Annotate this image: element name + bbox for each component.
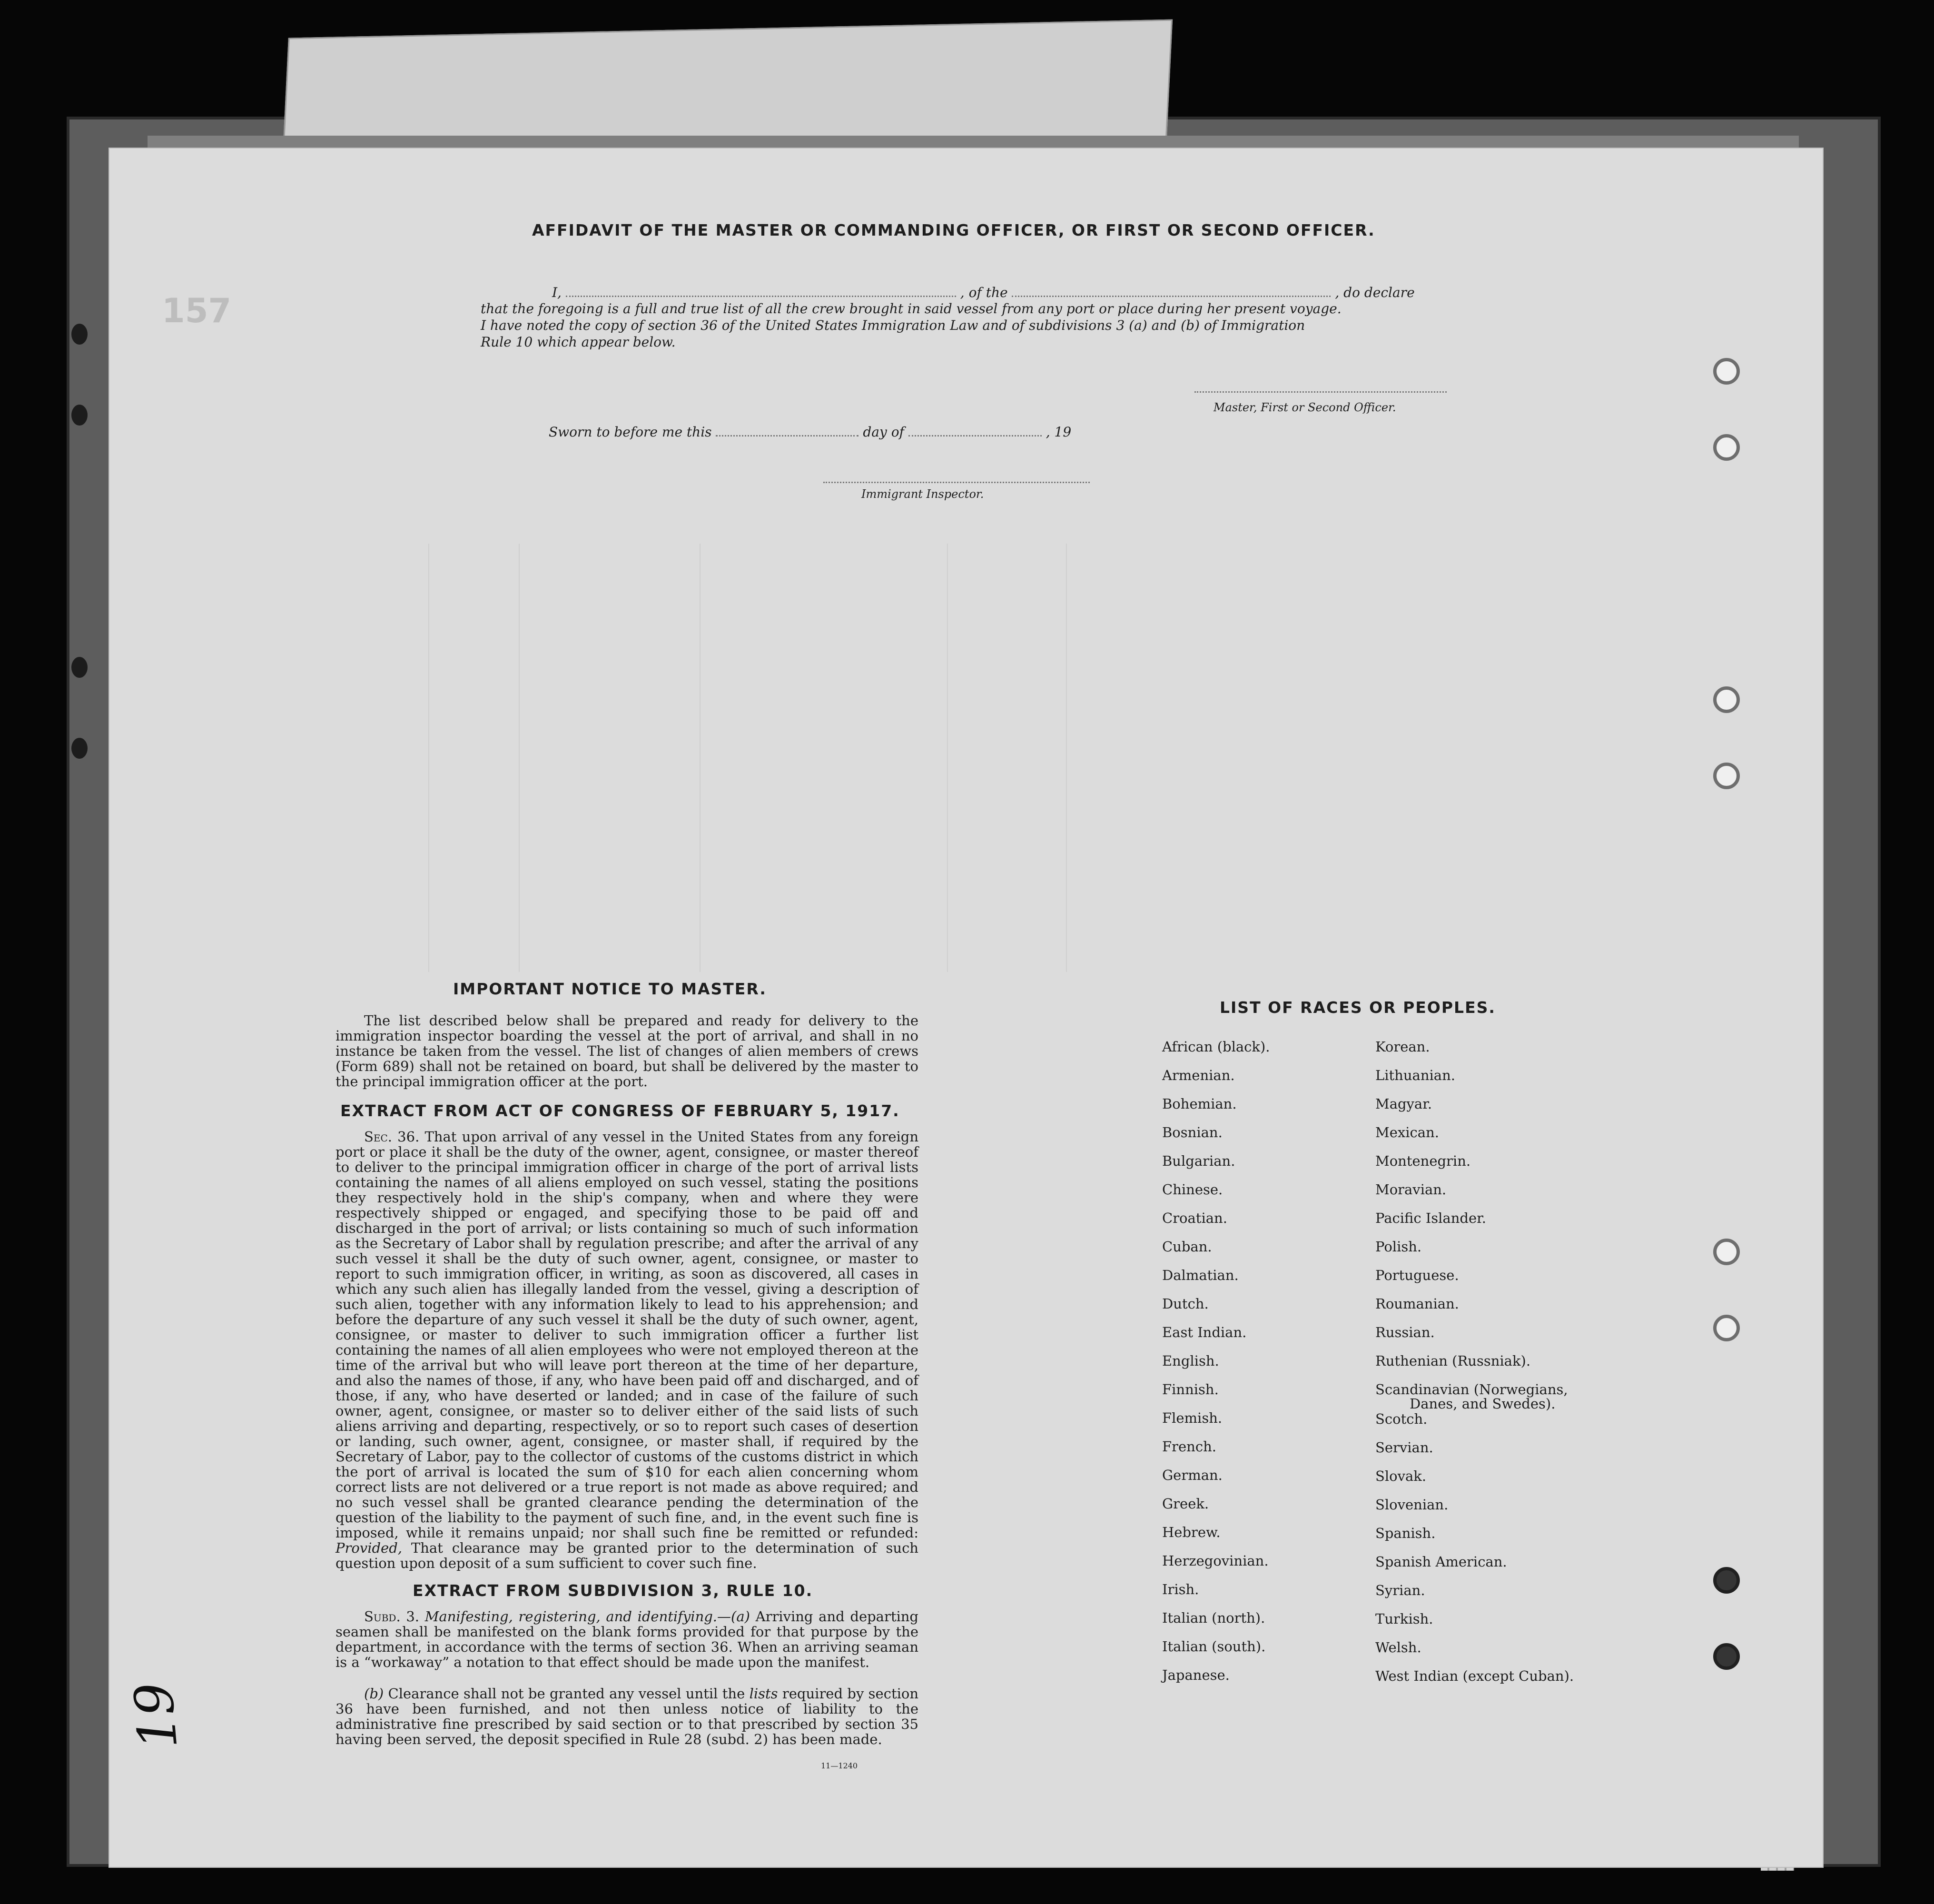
inspector-signature-line bbox=[823, 482, 1090, 483]
rule-paragraph-b bbox=[335, 1686, 918, 1747]
race-entry: Ruthenian (Russniak). bbox=[1375, 1353, 1531, 1369]
master-signature-label: Master, First or Second Officer. bbox=[1214, 401, 1396, 414]
race-entry: Korean. bbox=[1375, 1039, 1430, 1055]
races-right-column bbox=[1375, 1039, 1574, 1696]
vessel-blank bbox=[1012, 284, 1331, 297]
race-entry: Welsh. bbox=[1375, 1639, 1421, 1656]
race-entry: Moravian. bbox=[1375, 1181, 1447, 1198]
binding-notch bbox=[71, 324, 88, 345]
year-prefix: , 19 bbox=[1046, 424, 1072, 440]
race-entry: Hebrew. bbox=[1162, 1524, 1221, 1540]
punch-hole bbox=[1713, 1315, 1740, 1341]
subd-heading: Manifesting, registering, and identifying.—(a) bbox=[424, 1608, 750, 1625]
affidavit-do-declare: , do declare bbox=[1335, 285, 1415, 300]
name-blank bbox=[566, 284, 956, 297]
race-entry: East Indian. bbox=[1162, 1324, 1247, 1340]
bleed-through-rule bbox=[428, 544, 429, 972]
race-entry: Cuban. bbox=[1162, 1239, 1212, 1255]
extract-act-title: EXTRACT FROM ACT OF CONGRESS OF FEBRUARY 5, 1917. bbox=[340, 1101, 900, 1120]
race-entry: Slovenian. bbox=[1375, 1497, 1449, 1513]
race-entry: Bulgarian. bbox=[1162, 1153, 1235, 1169]
race-entry: Servian. bbox=[1375, 1439, 1433, 1456]
race-entry: Syrian. bbox=[1375, 1582, 1425, 1598]
race-entry: Turkish. bbox=[1375, 1611, 1433, 1627]
race-entry: Magyar. bbox=[1375, 1096, 1432, 1112]
affidavit-title: AFFIDAVIT OF THE MASTER OR COMMANDING OFFICER, OR FIRST OR SECOND OFFICER. bbox=[532, 221, 1375, 239]
race-entry: Chinese. bbox=[1162, 1181, 1223, 1198]
affidavit-line-4: Rule 10 which appear below. bbox=[481, 334, 676, 350]
day-blank bbox=[716, 424, 858, 436]
race-entry: Finnish. bbox=[1162, 1381, 1219, 1398]
races-title: LIST OF RACES OR PEOPLES. bbox=[1220, 998, 1496, 1017]
document-page bbox=[109, 148, 1824, 1868]
binding-notch bbox=[71, 738, 88, 759]
race-entry: Lithuanian. bbox=[1375, 1067, 1455, 1083]
race-entry: Japanese. bbox=[1162, 1667, 1230, 1683]
punch-hole bbox=[1713, 1643, 1740, 1670]
sec-body-end: That clearance may be granted prior to the determination of such question upon deposit of a sum sufficient to cover such fine. bbox=[335, 1540, 918, 1571]
rule-b-label: (b) bbox=[364, 1686, 384, 1702]
race-entry: Mexican. bbox=[1375, 1124, 1439, 1140]
punch-hole bbox=[1713, 1567, 1740, 1594]
affidavit-of-the: , of the bbox=[960, 285, 1008, 300]
race-entry: Italian (north). bbox=[1162, 1610, 1265, 1626]
subd-label: Subd. 3. bbox=[364, 1608, 420, 1625]
affidavit-i: I, bbox=[552, 285, 562, 300]
provided-word: Provided, bbox=[335, 1540, 403, 1556]
inspector-signature-label: Immigrant Inspector. bbox=[861, 487, 984, 501]
extract-rule-title: EXTRACT FROM SUBDIVISION 3, RULE 10. bbox=[413, 1581, 813, 1600]
rule-b-part-2: required by section 36 have been furnished, and not then unless notice of liability to the administrative fine prescribed by said section or to that prescribed by section 35 having been served, the deposit specified in Rule 28 (subd. 2) has been made. bbox=[335, 1686, 919, 1747]
race-entry: Armenian. bbox=[1162, 1067, 1235, 1083]
affidavit-line-3: I have noted the copy of section 36 of the United States Immigration Law and of subdivisions 3 (a) and (b) of Immigration bbox=[481, 317, 1305, 333]
affidavit-line-1 bbox=[552, 284, 1415, 300]
race-entry: Spanish American. bbox=[1375, 1554, 1507, 1570]
extract-act-paragraph bbox=[335, 1129, 918, 1571]
bleed-through-number: 157 bbox=[162, 291, 232, 330]
race-entry: West Indian (except Cuban). bbox=[1375, 1668, 1574, 1684]
race-entry: Herzegovinian. bbox=[1162, 1553, 1269, 1569]
race-entry: Spanish. bbox=[1375, 1525, 1436, 1541]
race-entry: Dutch. bbox=[1162, 1296, 1209, 1312]
sec-label: Sec. 36. bbox=[364, 1129, 420, 1145]
rule-a-body: Arriving and departing seamen shall be manifested on the blank forms provided for that purpose by the department, in accordance with the terms of section 36. When an arriving seaman is a “workaway” a notation to that effect should be made upon the manifest. bbox=[335, 1608, 918, 1670]
sworn-line bbox=[549, 424, 1071, 440]
sec-body: That upon arrival of any vessel in the United States from any foreign port or place it shall be the duty of the owner, agent, consignee, or master thereof to deliver to the principal immigration officer in charge of the port of arrival lists containing the names of all aliens employed on such vessel, stating the positions they respectively hold in the ship's company, when and where they were respectively shipped or engaged, and specifying those to be paid off and discharged in the port of arrival; or lists containing so much of such information as the Secretary of Labor shall by regulation prescribe; and after the arrival of any such vessel it shall be the duty of such owner, agent, consignee, or master to report to such immigration officer, in writing, as soon as discovered, all cases in which any such alien has illegally landed from the vessel, giving a description of such alien, together with any information likely to lead to his apprehension; and before the departure of any such vessel it shall be the duty of such owner, agent, consignee, or master to deliver to such immigration officer a further list containing the names of all alien employees who were not employed thereon at the time of the arrival but who will leave port thereon at the time of her departure, and also the names of those, if any, who have been paid off and discharged, and of those, if any, who have deserted or landed; and in case of the failure of such owner, agent, consignee, or master so to deliver either of the said lists of such aliens arriving and departing, respectively, or so to report such cases of desertion or landing, such owner, agent, consignee, or master shall, if required by the Secretary of Labor, pay to the collector of customs of the customs district in which the port of arrival is located the sum of $10 for each alien concerning whom correct lists are not delivered or a true report is not made as above required; and no such vessel shall be granted clearance pending the determination of the question of the liability to the payment of such fine, and, in the event such fine is imposed, while it remains unpaid; nor shall such fine be remitted or refunded: bbox=[335, 1129, 919, 1541]
race-entry: Italian (south). bbox=[1162, 1638, 1266, 1655]
sworn-text: Sworn to before me this bbox=[549, 424, 712, 440]
race-entry: Bosnian. bbox=[1162, 1124, 1223, 1140]
race-entry: English. bbox=[1162, 1353, 1219, 1369]
affidavit-line-2: that the foregoing is a full and true list of all the crew brought in said vessel from any port or place during her present voyage. bbox=[481, 301, 1342, 317]
race-entry: French. bbox=[1162, 1438, 1216, 1455]
bleed-through-rule bbox=[700, 544, 701, 972]
handwritten-margin-note: 19 bbox=[122, 1680, 189, 1752]
race-entry: Scotch. bbox=[1375, 1411, 1428, 1427]
rule-b-lists: lists bbox=[749, 1686, 778, 1702]
race-entry: Montenegrin. bbox=[1375, 1153, 1471, 1169]
race-entry: Dalmatian. bbox=[1162, 1267, 1239, 1283]
race-entry: Irish. bbox=[1162, 1581, 1199, 1597]
punch-hole bbox=[1713, 1239, 1740, 1265]
rule-b-part-1: Clearance shall not be granted any vessel until the bbox=[388, 1686, 745, 1702]
bleed-through-rule bbox=[519, 544, 520, 972]
notice-body: The list described below shall be prepared and ready for delivery to the immigration inspector boarding the vessel at the port of arrival, and shall in no instance be taken from the vessel. The list of changes of alien members of crews (Form 689) shall not be retained on board, but shall be delivered by the master to the principal immigration officer at the port. bbox=[335, 1012, 918, 1090]
race-entry: Roumanian. bbox=[1375, 1296, 1459, 1312]
race-entry: German. bbox=[1162, 1467, 1223, 1483]
punch-hole bbox=[1713, 686, 1740, 713]
bleed-through-rule bbox=[1066, 544, 1067, 972]
race-entry: Portuguese. bbox=[1375, 1267, 1459, 1283]
race-entry: Flemish. bbox=[1162, 1410, 1223, 1426]
rule-paragraph-a bbox=[335, 1609, 918, 1670]
race-entry: Pacific Islander. bbox=[1375, 1210, 1487, 1226]
races-left-column bbox=[1162, 1039, 1270, 1696]
race-entry: Russian. bbox=[1375, 1324, 1435, 1340]
month-blank bbox=[908, 424, 1042, 436]
race-entry: Croatian. bbox=[1162, 1210, 1227, 1226]
master-signature-line bbox=[1194, 391, 1447, 393]
race-entry: Slovak. bbox=[1375, 1468, 1427, 1484]
notice-title: IMPORTANT NOTICE TO MASTER. bbox=[453, 980, 767, 998]
race-entry: Bohemian. bbox=[1162, 1096, 1237, 1112]
bleed-through-rule bbox=[947, 544, 948, 972]
punch-hole bbox=[1713, 763, 1740, 789]
race-entry: Polish. bbox=[1375, 1239, 1422, 1255]
race-entry: African (black). bbox=[1162, 1039, 1270, 1055]
race-entry: Greek. bbox=[1162, 1496, 1209, 1512]
binding-notch bbox=[71, 405, 88, 426]
form-number: 11—1240 bbox=[821, 1761, 858, 1770]
race-entry: Scandinavian (Norwegians, bbox=[1375, 1381, 1568, 1398]
binding-notch bbox=[71, 657, 88, 678]
day-of-text: day of bbox=[863, 424, 904, 440]
punch-hole bbox=[1713, 358, 1740, 385]
race-entry: Danes, and Swedes). bbox=[1410, 1396, 1556, 1412]
punch-hole bbox=[1713, 434, 1740, 461]
